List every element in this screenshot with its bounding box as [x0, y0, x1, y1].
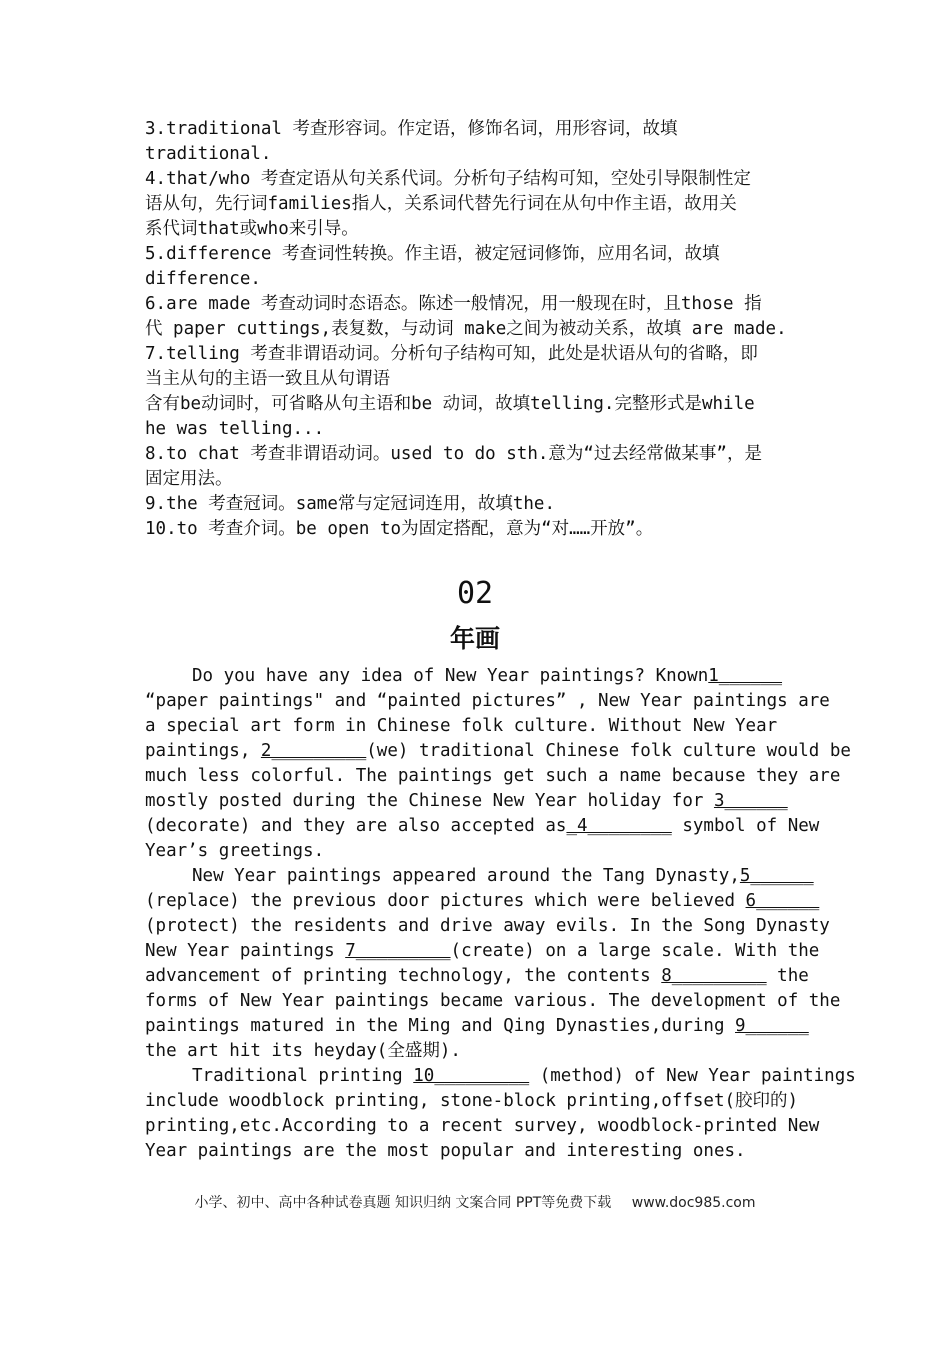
passage-line [145, 764, 841, 789]
answer-key [145, 117, 805, 542]
passage-line [145, 1114, 820, 1139]
footer [0, 1192, 950, 1212]
passage-text: (decorate) and they are also accepted as [145, 816, 567, 836]
blank-field[interactable]: 3______ [713, 791, 788, 811]
passage-text: printing,etc.According to a recent survey, woodblock-printed New [145, 1116, 820, 1136]
passage-line [145, 939, 820, 964]
passage-line [145, 1014, 809, 1039]
passage-line [145, 989, 841, 1014]
passage-text: paintings, [145, 741, 261, 761]
passage-text-after: (method) of New Year paintings [529, 1066, 856, 1086]
blank-field[interactable]: 6______ [745, 891, 820, 911]
passage-line [145, 914, 830, 939]
answer-line: 固定用法。 [145, 469, 233, 489]
blank-field[interactable]: 1______ [708, 666, 783, 686]
section-title: 年画 [449, 624, 500, 653]
answer-line: difference. [145, 269, 261, 289]
blank-field[interactable]: 8_________ [661, 966, 767, 986]
answer-line: 7.telling 考查非谓语动词。分析句子结构可知，此处是状语从句的省略，即 [145, 344, 758, 364]
answer-line: 4.that/who 考查定语从句关系代词。分析句子结构可知，空处引导限制性定 [145, 169, 751, 189]
passage-text: paintings matured in the Ming and Qing Dynasties,during [145, 1016, 736, 1036]
passage-text: advancement of printing technology, the contents [145, 966, 662, 986]
passage-line [145, 714, 805, 739]
answer-line: 含有be动词时，可省略从句主语和be 动词，故填telling.完整形式是while [145, 394, 755, 414]
blank-field[interactable]: 5______ [739, 866, 814, 886]
passage-text-after: symbol of New [671, 816, 820, 836]
passage-line [145, 664, 805, 689]
passage-text-after: (we) traditional Chinese folk culture would be [366, 741, 851, 761]
answer-line: traditional. [145, 144, 272, 164]
answer-line: 当主从句的主语一致且从句谓语 [145, 369, 390, 389]
passage-text: mostly posted during the Chinese New Year holiday for [145, 791, 714, 811]
passage-text: forms of New Year paintings became various. The development of the [145, 991, 841, 1011]
blank-field[interactable]: 7_________ [345, 941, 451, 961]
answer-line: 8.to chat 考查非谓语动词。used to do sth.意为“过去经常做某事”，是 [145, 444, 762, 464]
passage-text: New Year paintings appeared around the Tang Dynasty, [192, 866, 740, 886]
passage-line [145, 1039, 805, 1064]
answer-line: 5.difference 考查词性转换。作主语，被定冠词修饰，应用名词，故填 [145, 244, 720, 264]
passage-text: the art hit its heyday(全盛期). [145, 1041, 461, 1061]
passage-text: Do you have any idea of New Year paintings? Known [192, 666, 709, 686]
passage-line [145, 789, 805, 814]
answer-line: 系代词that或who来引导。 [145, 219, 359, 239]
passage-text: a special art form in Chinese folk culture. Without New Year [145, 716, 778, 736]
answer-line: 3.traditional 考查形容词。作定语，修饰名词，用形容词，故填 [145, 119, 678, 139]
answer-line: 代 paper cuttings,表复数，与动词 make之间为被动关系，故填 are made. [145, 319, 787, 339]
answer-line: 10.to 考查介词。be open to为固定搭配，意为“对……开放”。 [145, 519, 654, 539]
answer-line: he was telling... [145, 419, 325, 439]
passage-text: (protect) the residents and drive away evils. In the Song Dynasty [145, 916, 830, 936]
blank-field[interactable]: 10_________ [413, 1066, 530, 1086]
passage-line [145, 964, 809, 989]
footer-text: 小学、初中、高中各种试卷真题 知识归纳 文案合同 PPT等免费下载 [194, 1195, 612, 1211]
passage-line [145, 889, 820, 914]
passage-line [145, 739, 851, 764]
passage-text: Year’s greetings. [145, 841, 325, 861]
answer-line: 6.are made 考查动词时态语态。陈述一般情况，用一般现在时，且those 指 [145, 294, 762, 314]
passage-line [145, 689, 830, 714]
passage-text: much less colorful. The paintings get such a name because they are [145, 766, 841, 786]
passage-text: “paper paintings" and “painted pictures” , New Year paintings are [145, 691, 830, 711]
passage-line [145, 839, 805, 864]
passage-line [145, 864, 814, 889]
passage-line [145, 814, 820, 839]
section-number: 02 [456, 576, 494, 611]
passage [145, 664, 856, 1164]
passage-text: Traditional printing [192, 1066, 414, 1086]
passage-line [145, 1064, 856, 1089]
passage-text: include woodblock printing, stone-block printing,offset(胶印的) [145, 1091, 799, 1111]
passage-text: Year paintings are the most popular and interesting ones. [145, 1141, 746, 1161]
passage-text-after: the [766, 966, 809, 986]
passage-text-after: (create) on a large scale. With the [450, 941, 820, 961]
blank-field[interactable]: 9______ [735, 1016, 809, 1036]
answer-line: 语从句，先行词families指人，关系词代替先行词在从句中作主语，故用关 [145, 194, 737, 214]
passage-line [145, 1089, 805, 1114]
blank-field[interactable]: _4________ [566, 816, 672, 836]
passage-line [145, 1139, 805, 1164]
passage-text: (replace) the previous door pictures which were believed [145, 891, 746, 911]
document-page [145, 117, 856, 1164]
passage-text: New Year paintings [145, 941, 346, 961]
blank-field[interactable]: 2_________ [260, 741, 367, 761]
footer-url[interactable]: www.doc985.com [631, 1195, 756, 1211]
answer-line: 9.the 考查冠词。same常与定冠词连用，故填the. [145, 494, 556, 514]
